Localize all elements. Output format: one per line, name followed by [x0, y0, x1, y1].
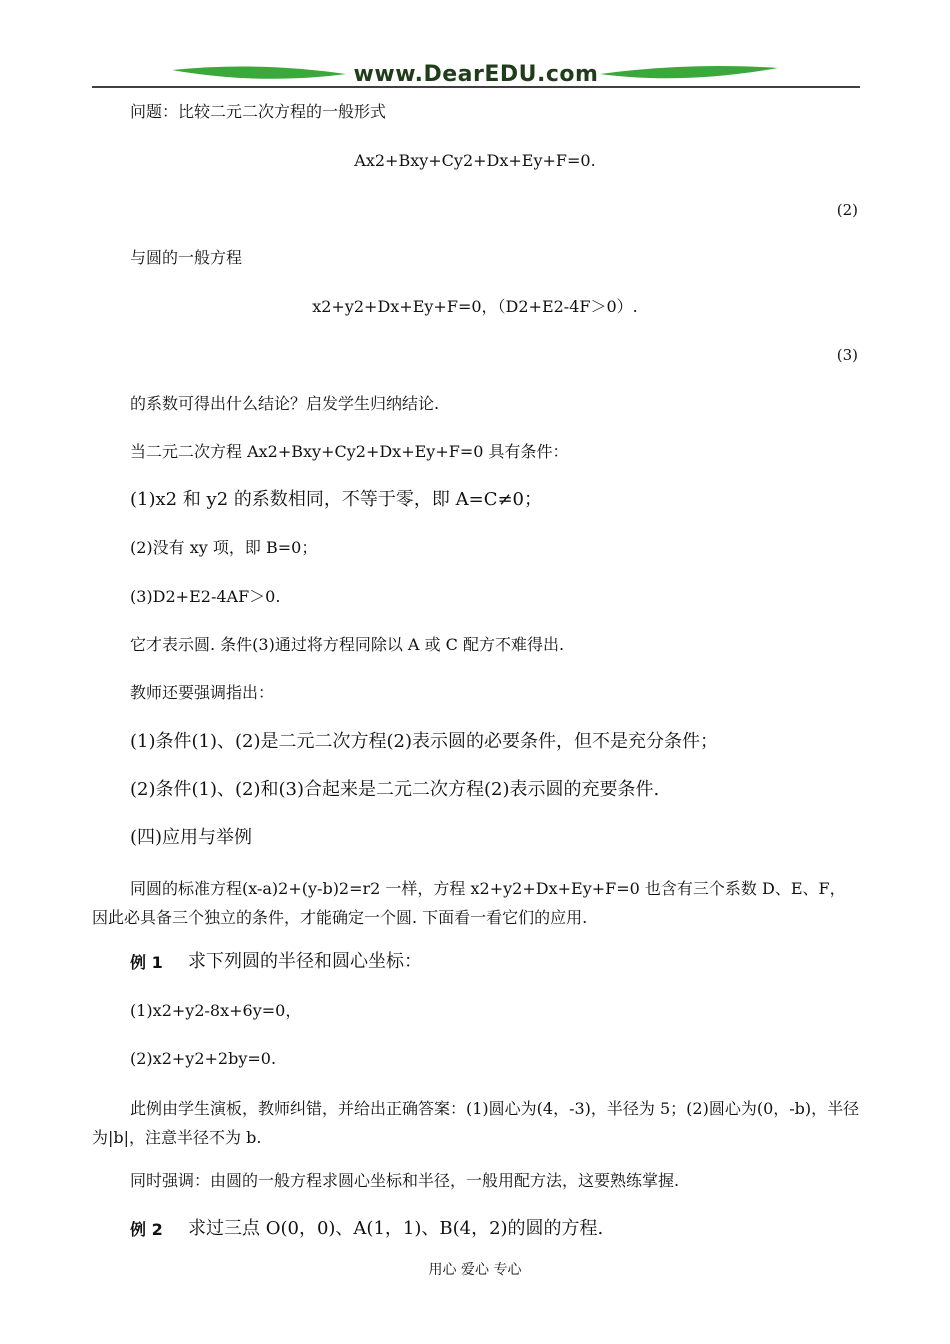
- text-line: 它才表示圆. 条件(3)通过将方程同除以 A 或 C 配方不难得出.: [130, 635, 565, 654]
- condition-item: (3)D2+E2-4AF＞0.: [130, 587, 281, 606]
- paragraph: 此例由学生演板，教师纠错，并给出正确答案：(1)圆心为(4，-3)，半径为 5；(2)圆心为(0，-b)，半径为|b|，注意半径不为 b.: [92, 1099, 860, 1147]
- equation-number: (2): [836, 201, 858, 219]
- text-line: 问题：比较二元二次方程的一般形式: [130, 102, 387, 121]
- example-text: 求下列圆的半径和圆心坐标：: [188, 951, 422, 972]
- condition-item: (2)没有 xy 项，即 B=0；: [130, 538, 318, 557]
- text-line: 同时强调：由圆的一般方程求圆心坐标和半径，一般用配方法，这要熟练掌握.: [130, 1171, 680, 1190]
- site-header-banner: [0, 58, 950, 92]
- example-item: (1)x2+y2-8x+6y=0，: [130, 1001, 302, 1020]
- paragraph: 同圆的标准方程(x-a)2+(y-b)2=r2 一样，方程 x2+y2+Dx+Ey+F=0 也含有三个系数 D、E、F，因此必具备三个独立的条件，才能确定一个圆. 下面看一看它们的应用.: [92, 879, 846, 927]
- page-footer: 用心 爱心 专心: [428, 1262, 522, 1278]
- section-heading: (四)应用与举例: [130, 827, 253, 848]
- emphasis-item: (1)条件(1)、(2)是二元二次方程(2)表示圆的必要条件，但不是充分条件；: [130, 731, 718, 752]
- example-item: (2)x2+y2+2by=0.: [130, 1049, 277, 1068]
- text-line: 教师还要强调指出：: [130, 683, 275, 702]
- text-line: 与圆的一般方程: [130, 248, 243, 267]
- condition-item: (1)x2 和 y2 的系数相同，不等于零，即 A=C≠0；: [130, 489, 542, 510]
- text-line: 当二元二次方程 Ax2+Bxy+Cy2+Dx+Ey+F=0 具有条件：: [130, 442, 569, 461]
- equation-line: Ax2+Bxy+Cy2+Dx+Ey+F=0.: [354, 151, 596, 170]
- example-text: 求过三点 O(0，0)、A(1，1)、B(4，2)的圆的方程.: [188, 1218, 604, 1239]
- equation-number: (3): [836, 346, 858, 364]
- site-logo: www.DearEDU.com: [353, 62, 599, 87]
- example-label: 例 1: [130, 953, 163, 972]
- text-line: 的系数可得出什么结论？启发学生归纳结论.: [130, 394, 440, 413]
- example-label: 例 2: [130, 1220, 163, 1239]
- equation-line: x2+y2+Dx+Ey+F=0，（D2+E2-4F＞0）.: [312, 297, 638, 316]
- emphasis-item: (2)条件(1)、(2)和(3)合起来是二元二次方程(2)表示圆的充要条件.: [130, 779, 660, 800]
